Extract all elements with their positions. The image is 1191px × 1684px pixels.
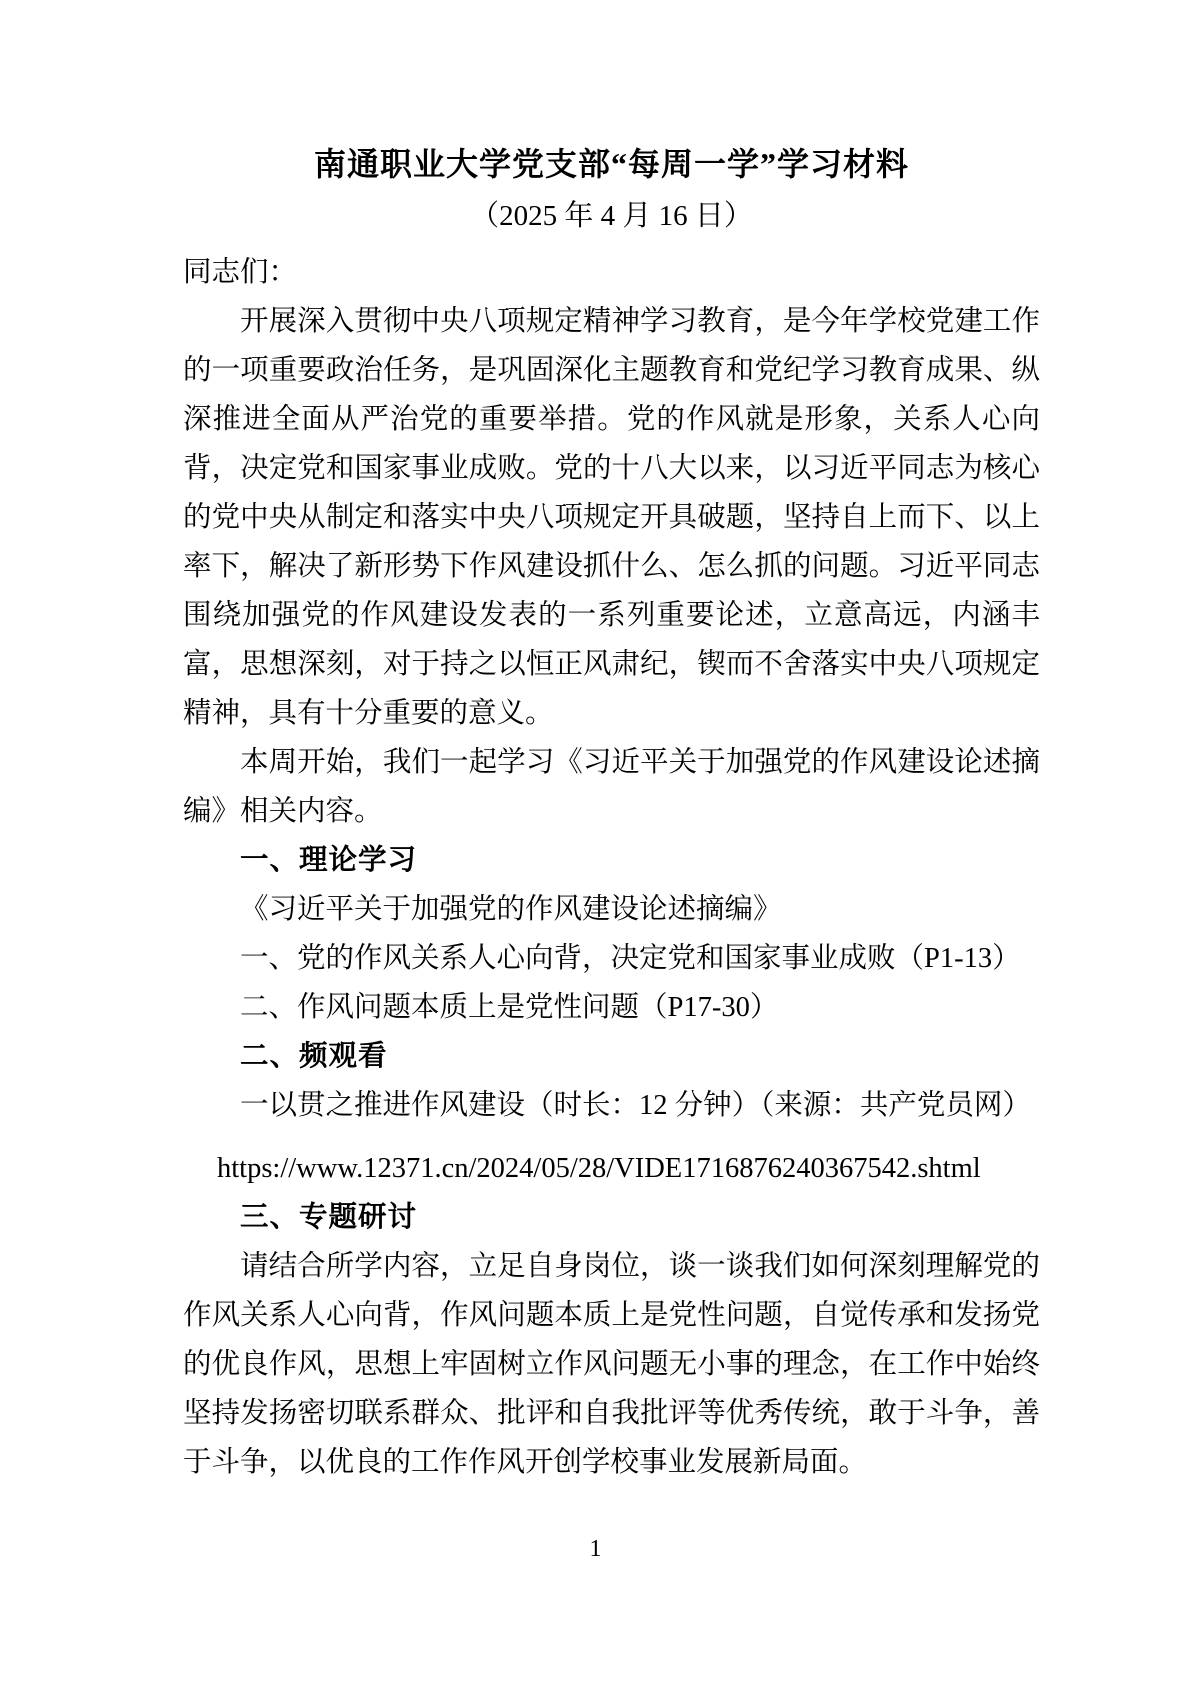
date-line: （2025 年 4 月 16 日） [470, 200, 753, 232]
theory-reading-item-2: 二、作风问题本质上是党性问题（P17-30） [240, 992, 779, 1023]
discussion-paragraph: 请结合所学内容，立足自身岗位，谈一谈我们如何深刻理解党的作风关系人心向背，作风问题本质上是党性问题，自觉传承和发扬党的优良作风，思想上牢固树立作风问题无小事的理念，在工作中始终坚持发扬密切联系群众、批评和自我批评等优秀传统，敢于斗争，善于斗争，以优良的工作作风开创学校事业发展新局面。 [183, 1251, 1040, 1478]
page-number: 1 [589, 1536, 602, 1562]
section-heading-theory-study: 一、理论学习 [240, 844, 418, 876]
intro-paragraph-2: 本周开始，我们一起学习《习近平关于加强党的作风建设论述摘编》相关内容。 [183, 747, 1040, 827]
salutation: 同志们： [183, 257, 298, 288]
section-heading-video-watch: 二、频观看 [240, 1040, 388, 1072]
document-page [183, 142, 1040, 1487]
theory-source-title: 《习近平关于加强党的作风建设论述摘编》 [240, 894, 782, 925]
video-item: 一以贯之推进作风建设（时长：12 分钟）（来源：共产党员网） [240, 1090, 1031, 1121]
theory-reading-item-1: 一、党的作风关系人心向背，决定党和国家事业成败（P1-13） [240, 943, 1021, 974]
intro-paragraph-1: 开展深入贯彻中央八项规定精神学习教育，是今年学校党建工作的一项重要政治任务，是巩固深化主题教育和党纪学习教育成果、纵深推进全面从严治党的重要举措。党的作风就是形象，关系人心向背，决定党和国家事业成败。党的十八大以来，以习近平同志为核心的党中央从制定和落实中央八项规定开具破题，坚持自上而下、以上率下，解决了新形势下作风建设抓什么、怎么抓的问题。习近平同志围绕加强党的作风建设发表的一系列重要论述，立意高远，内涵丰富，思想深刻，对于持之以恒正风肃纪，锲而不舍落实中央八项规定精神，具有十分重要的意义。 [183, 306, 1040, 729]
section-heading-discussion: 三、专题研讨 [240, 1201, 418, 1233]
page-title: 南通职业大学党支部“每周一学”学习材料 [313, 146, 909, 182]
video-url: https://www.12371.cn/2024/05/28/VIDE1716876240367542.shtml [217, 1153, 981, 1184]
